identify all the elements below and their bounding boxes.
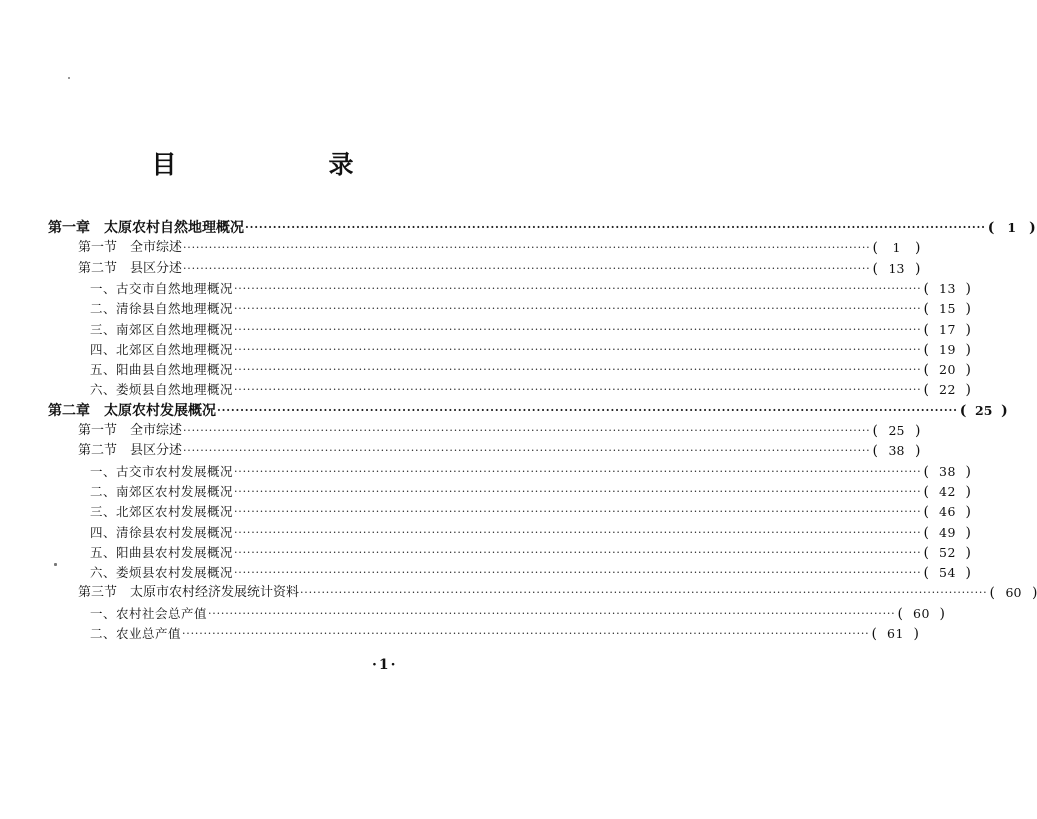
toc-leader-dots: ································································································································································	[234, 343, 922, 356]
toc-entry-label: 一、古交市农村发展概况	[90, 464, 234, 479]
close-paren: )	[965, 504, 972, 520]
toc-leader-dots: ································································································································································	[234, 526, 922, 539]
toc-entry	[78, 238, 921, 258]
toc-entry	[90, 360, 972, 380]
close-paren: )	[965, 484, 972, 500]
open-paren: (	[872, 261, 878, 277]
toc-entry-label: 四、北郊区自然地理概况	[90, 342, 234, 357]
toc-entry-label: 三、北郊区农村发展概况	[90, 504, 234, 519]
toc-entry	[90, 320, 972, 340]
toc-page-ref	[923, 340, 971, 360]
toc-entry-label: 一、古交市自然地理概况	[90, 281, 234, 296]
open-paren: (	[923, 382, 930, 398]
toc-page-ref	[923, 563, 971, 583]
toc-page-ref	[872, 259, 920, 279]
toc-page-ref	[923, 299, 971, 319]
toc-page-ref	[923, 360, 971, 380]
toc-page-number: 25	[975, 403, 993, 418]
toc-page-number: 60	[1005, 585, 1022, 600]
scan-speck	[54, 563, 57, 566]
toc-page-number: 52	[939, 545, 956, 560]
toc-entry	[90, 624, 920, 644]
toc-leader-dots: ································································································································································	[234, 465, 922, 478]
toc-page-number: 38	[888, 443, 905, 458]
toc-page-number: 54	[939, 565, 956, 580]
open-paren: (	[923, 322, 930, 338]
toc-page-number: 17	[939, 322, 956, 337]
toc-entry	[90, 523, 972, 543]
toc-entry-label: 第一节 全市综述	[78, 240, 183, 255]
toc-page-number: 20	[939, 362, 956, 377]
toc-page-ref	[897, 604, 945, 624]
close-paren: )	[965, 281, 972, 297]
toc-entry	[90, 279, 972, 299]
open-paren: (	[923, 464, 930, 480]
close-paren: )	[965, 301, 972, 317]
toc-leader-dots: ································································································································································	[245, 221, 986, 234]
toc-page-number: 13	[939, 281, 956, 296]
toc-entry	[78, 441, 921, 461]
open-paren: (	[923, 281, 930, 297]
toc-page-ref	[923, 523, 971, 543]
toc-entry	[90, 502, 972, 522]
open-paren: (	[923, 342, 930, 358]
toc-leader-dots: ································································································································································	[208, 607, 896, 620]
toc-entry	[78, 259, 921, 279]
toc-page-ref	[923, 543, 971, 563]
close-paren: )	[965, 545, 972, 561]
toc-entry-label: 五、阳曲县农村发展概况	[90, 545, 234, 560]
toc-entry	[90, 462, 972, 482]
open-paren: (	[989, 585, 995, 601]
toc-entry	[90, 543, 972, 563]
toc-page-number: 15	[939, 301, 956, 316]
toc-entry-label: 三、南郊区自然地理概况	[90, 322, 234, 337]
toc-page-number: 1	[1007, 220, 1017, 235]
open-paren: (	[872, 423, 878, 439]
toc-entry	[90, 340, 972, 360]
open-paren: (	[923, 362, 930, 378]
toc-leader-dots: ································································································································································	[234, 546, 922, 559]
toc-page-number: 22	[939, 382, 956, 397]
toc-page-ref	[872, 238, 920, 258]
toc-entry-label: 二、农业总产值	[90, 626, 182, 641]
toc-page-number: 19	[939, 342, 956, 357]
toc-page-number: 60	[913, 606, 930, 621]
open-paren: (	[987, 220, 995, 236]
close-paren: )	[1032, 585, 1037, 601]
close-paren: )	[965, 342, 972, 358]
close-paren: )	[1029, 220, 1036, 236]
toc-entry-label: 二、南郊区农村发展概况	[90, 484, 234, 499]
toc-leader-dots: ································································································································································	[183, 444, 871, 457]
toc-leader-dots: ································································································································································	[300, 586, 988, 599]
toc-leader-dots: ································································································································································	[234, 383, 922, 396]
toc-page-ref	[923, 279, 971, 299]
toc-page-ref	[923, 502, 971, 522]
toc-page-ref	[872, 421, 920, 441]
toc-leader-dots: ································································································································································	[234, 505, 922, 518]
open-paren: (	[897, 606, 904, 622]
toc-entry-label: 四、清徐县农村发展概况	[90, 525, 234, 540]
toc-page-number: 46	[939, 504, 956, 519]
toc-entry	[90, 380, 972, 400]
close-paren: )	[965, 464, 972, 480]
toc-page-ref	[923, 320, 971, 340]
toc-entry-label: 二、清徐县自然地理概况	[90, 301, 234, 316]
toc-entry	[90, 604, 946, 624]
toc-entry-label: 六、娄烦县农村发展概况	[90, 565, 234, 580]
toc-page-ref	[960, 401, 1008, 421]
toc-leader-dots: ································································································································································	[182, 627, 870, 640]
open-paren: (	[923, 504, 930, 520]
open-paren: (	[959, 403, 967, 419]
toc-page-number: 61	[887, 626, 904, 641]
toc-leader-dots: ································································································································································	[183, 262, 871, 275]
open-paren: (	[871, 626, 878, 642]
close-paren: )	[965, 382, 972, 398]
close-paren: )	[915, 443, 921, 459]
toc-entry-label: 第一章 太原农村自然地理概况	[48, 220, 244, 236]
toc-entry-label: 第一节 全市综述	[78, 423, 183, 438]
toc-leader-dots: ································································································································································	[234, 566, 922, 579]
toc-entry-label: 第三节 太原市农村经济发展统计资料	[78, 585, 300, 600]
open-paren: (	[923, 525, 930, 541]
toc-page-number: 49	[939, 525, 956, 540]
toc-entry	[48, 401, 1008, 421]
toc-entry	[48, 218, 1036, 238]
toc-leader-dots: ································································································································································	[183, 241, 871, 254]
toc-page-number: 42	[939, 484, 956, 499]
toc-entry	[78, 421, 921, 441]
toc-entry-label: 一、农村社会总产值	[90, 606, 208, 621]
toc-entry	[90, 563, 972, 583]
toc-leader-dots: ································································································································································	[234, 282, 922, 295]
close-paren: )	[939, 606, 946, 622]
toc-entry-label: 六、娄烦县自然地理概况	[90, 382, 234, 397]
close-paren: )	[965, 565, 972, 581]
close-paren: )	[915, 240, 921, 256]
toc-page-number: 13	[888, 261, 905, 276]
open-paren: (	[923, 301, 930, 317]
toc-page-ref	[872, 441, 920, 461]
toc-entry	[78, 583, 1037, 603]
close-paren: )	[965, 525, 972, 541]
toc-page-ref	[923, 462, 971, 482]
toc-entry-label: 五、阳曲县自然地理概况	[90, 362, 234, 377]
page-title: 目 录	[151, 150, 388, 179]
toc-entry-label: 第二节 县区分述	[78, 261, 183, 276]
toc-entry-label: 第二节 县区分述	[78, 443, 183, 458]
toc-page-ref	[871, 624, 919, 644]
page-number: ·1·	[372, 657, 398, 673]
toc-page-number: 38	[939, 464, 956, 479]
close-paren: )	[1001, 403, 1008, 419]
open-paren: (	[872, 443, 878, 459]
toc-leader-dots: ································································································································································	[217, 404, 958, 417]
toc-leader-dots: ································································································································································	[183, 424, 871, 437]
toc-page-number: 25	[888, 423, 905, 438]
open-paren: (	[872, 240, 878, 256]
toc-entry	[90, 299, 972, 319]
toc-entry-label: 第二章 太原农村发展概况	[48, 403, 216, 419]
close-paren: )	[915, 261, 921, 277]
toc-page-ref	[923, 380, 971, 400]
close-paren: )	[965, 362, 972, 378]
toc-entry	[90, 482, 972, 502]
toc-page-ref	[989, 583, 1037, 603]
toc-leader-dots: ································································································································································	[234, 363, 922, 376]
open-paren: (	[923, 565, 930, 581]
close-paren: )	[965, 322, 972, 338]
toc-leader-dots: ································································································································································	[234, 302, 922, 315]
toc-leader-dots: ································································································································································	[234, 485, 922, 498]
scan-speck	[68, 77, 70, 79]
toc-page-ref	[923, 482, 971, 502]
toc-page-ref	[988, 218, 1036, 238]
close-paren: )	[913, 626, 920, 642]
open-paren: (	[923, 545, 930, 561]
toc-page-number: 1	[892, 240, 901, 255]
toc-leader-dots: ································································································································································	[234, 323, 922, 336]
close-paren: )	[915, 423, 921, 439]
open-paren: (	[923, 484, 930, 500]
